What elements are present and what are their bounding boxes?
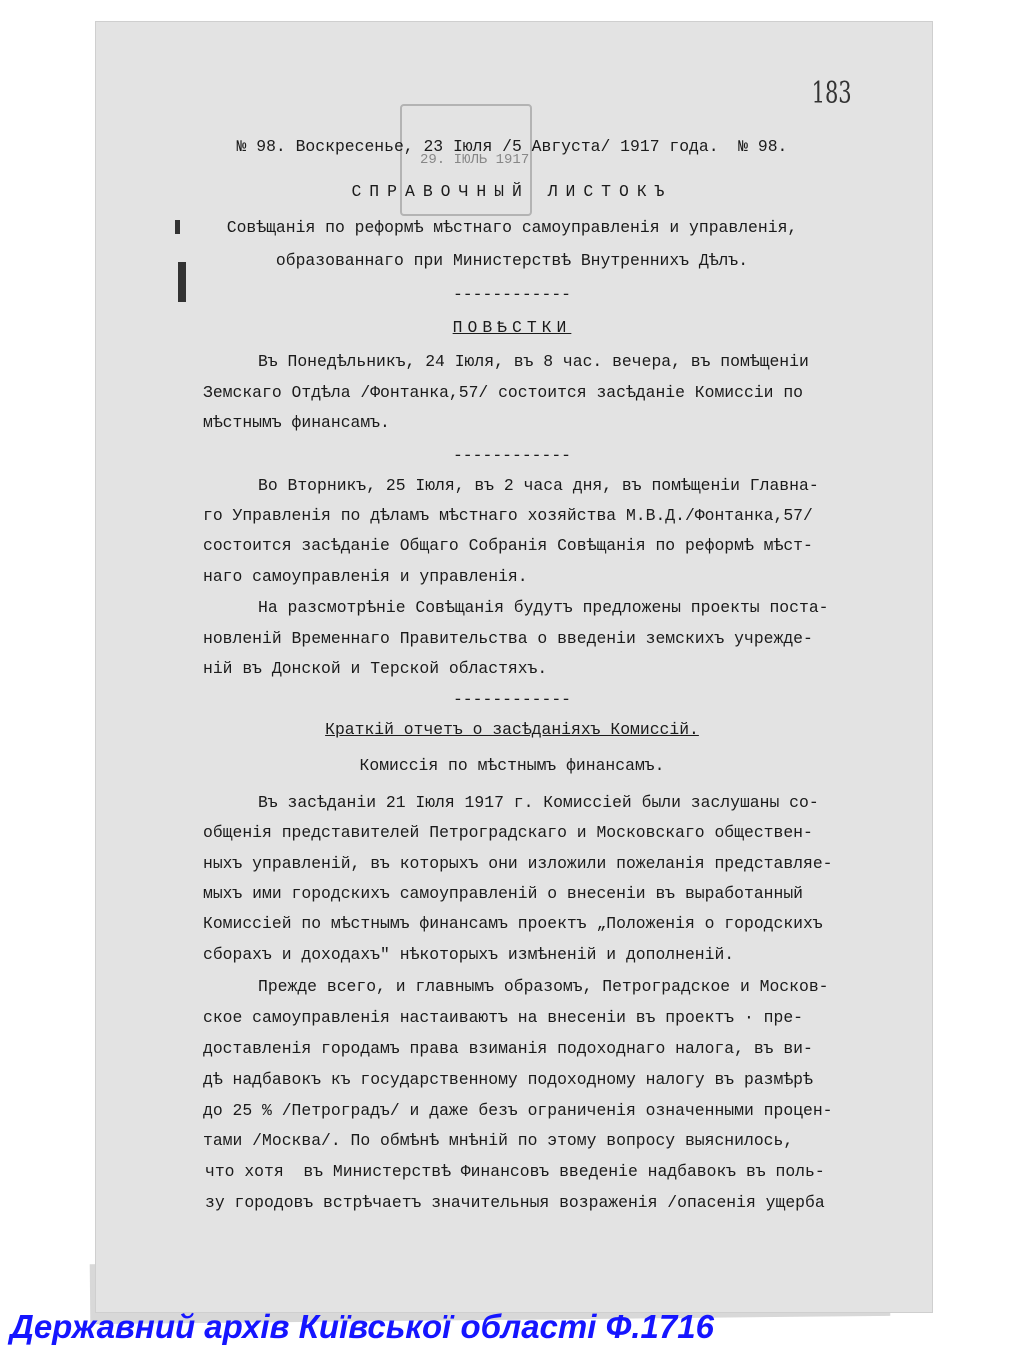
paragraph-line: ній въ Донской и Терской областяхъ. xyxy=(203,659,548,678)
folio-number: 183 xyxy=(811,76,852,111)
paragraph-line: наго самоуправленія и управленія. xyxy=(203,567,528,586)
paragraph-line: до 25 % /Петроградъ/ и даже безъ ограниченія означенными процен- xyxy=(203,1101,833,1120)
archive-watermark: Державний архів Київської області Ф.1716 xyxy=(10,1308,714,1345)
paragraph-line: что хотя въ Министерствѣ Финансовъ введеніе надбавокъ въ поль- xyxy=(205,1162,825,1181)
paragraph-line: новленій Временнаго Правительства о введеніи земскихъ учрежде- xyxy=(203,629,813,648)
section-heading: ПОВѢСТКИ xyxy=(452,318,572,337)
paragraph-line: Во Вторникъ, 25 Іюля, въ 2 часа дня, въ помѣщеніи Главна- xyxy=(258,476,819,495)
paragraph-line: зу городовъ встрѣчаетъ значительныя возраженія /опасенія ущерба xyxy=(205,1193,825,1212)
paragraph-line: Въ Понедѣльникъ, 24 Іюля, въ 8 час. вечера, въ помѣщеніи xyxy=(258,352,809,371)
paragraph-line: общенія представителей Петроградскаго и Московскаго обществен- xyxy=(203,823,813,842)
issue-header: № 98. Воскресенье, 23 Іюля /5 Августа/ 1917 года. № 98. xyxy=(236,137,788,156)
paragraph-line: ское самоуправленія настаиваютъ на внесеніи въ проектъ · пре- xyxy=(203,1008,803,1027)
paragraph-line: сборахъ и доходахъ" нѣкоторыхъ измѣненій и дополненій. xyxy=(203,945,735,964)
paragraph-line: ныхъ управленій, въ которыхъ они изложили пожеланія представляе- xyxy=(203,854,833,873)
paragraph-line: состоится засѣданіе Общаго Собранія Совѣщанія по реформѣ мѣст- xyxy=(203,536,813,555)
divider: ------------ xyxy=(452,690,572,709)
paragraph-line: На разсмотрѣніе Совѣщанія будутъ предложены проекты поста- xyxy=(258,598,829,617)
paragraph-line: Прежде всего, и главнымъ образомъ, Петроградское и Москов- xyxy=(258,977,829,996)
paragraph-line: доставленія городамъ права взиманія подоходнаго налога, въ ви- xyxy=(203,1039,813,1058)
section-subheading: Комиссія по мѣстнымъ финансамъ. xyxy=(359,756,665,775)
subtitle-line: образованнаго при Министерствѣ Внутреннихъ Дѣлъ. xyxy=(275,251,749,270)
paragraph-line: тами /Москва/. По обмѣнѣ мнѣній по этому вопросу выяснилось, xyxy=(203,1131,794,1150)
paragraph-line: Земскаго Отдѣла /Фонтанка,57/ состоится засѣданіе Комиссіи по xyxy=(203,383,803,402)
stamp-date: 29. ІЮЛЬ 1917 xyxy=(420,152,530,168)
document-title: СПРАВОЧНЫЙ ЛИСТОКЪ xyxy=(351,182,673,201)
paragraph-line: мыхъ ими городскихъ самоуправленій о внесеніи въ выработанный xyxy=(203,884,803,903)
subtitle-line: Совѣщанія по реформѣ мѣстнаго самоуправленія и управленія, xyxy=(226,218,798,237)
paragraph-line: Комиссіей по мѣстнымъ финансамъ проектъ „Положенія о городскихъ xyxy=(203,914,823,933)
paragraph-line: мѣстнымъ финансамъ. xyxy=(203,413,390,432)
paragraph-line: дѣ надбавокъ къ государственному подоходному налогу въ размѣрѣ xyxy=(203,1070,813,1089)
divider: ------------ xyxy=(452,446,572,465)
paragraph-line: го Управленія по дѣламъ мѣстнаго хозяйства М.В.Д./Фонтанка,57/ xyxy=(203,506,813,525)
divider: ------------ xyxy=(452,285,572,304)
section-heading: Краткій отчетъ о засѣданіяхъ Комиссій. xyxy=(325,720,699,739)
paragraph-line: Въ засѣданіи 21 Іюля 1917 г. Комиссіей были заслушаны со- xyxy=(258,793,819,812)
